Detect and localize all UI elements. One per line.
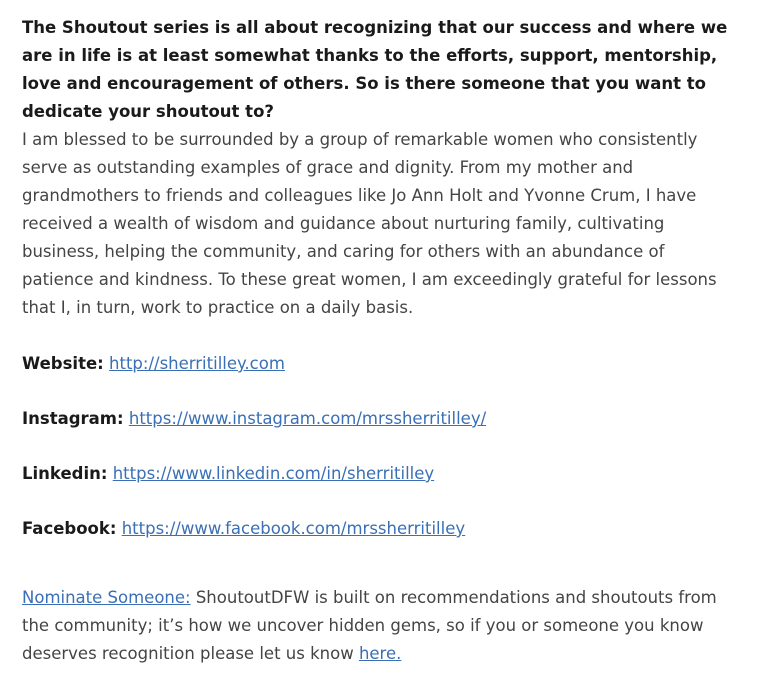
linkedin-label: Linkedin: xyxy=(22,464,108,483)
facebook-line xyxy=(22,515,738,543)
instagram-label: Instagram: xyxy=(22,409,124,428)
facebook-label: Facebook: xyxy=(22,519,117,538)
linkedin-link[interactable]: https://www.linkedin.com/in/sherritilley xyxy=(112,464,435,483)
linkedin-line xyxy=(22,460,738,488)
interview-question: The Shoutout series is all about recognizing that our success and where we are in life is at least somewhat thanks to the efforts, support, mentorship, love and encouragement of others. So is there someone that you want to dedicate your shoutout to? xyxy=(22,18,728,121)
website-label: Website: xyxy=(22,354,104,373)
interview-answer: I am blessed to be surrounded by a group of remarkable women who consistently serve as outstanding examples of grace and dignity. From my mother and grandmothers to friends and colleagues like Jo Ann Holt and Yvonne Crum, I have received a wealth of wisdom and guidance about nurturing family, cultivating business, helping the community, and caring for others with an abundance of patience and kindness. To these great women, I am exceedingly grateful for lessons that I, in turn, work to practice on a daily basis. xyxy=(22,130,717,317)
website-line xyxy=(22,350,738,378)
facebook-link[interactable]: https://www.facebook.com/mrssherritilley xyxy=(121,519,466,538)
nominate-paragraph xyxy=(22,584,738,668)
nominate-text: ShoutoutDFW is built on recommendations and shoutouts from the community; it’s how we uncover hidden gems, so if you or someone you know deserves recognition please let us know xyxy=(22,588,717,663)
nominate-someone-link[interactable]: Nominate Someone: xyxy=(22,588,191,607)
website-link[interactable]: http://sherritilley.com xyxy=(109,354,285,373)
instagram-line xyxy=(22,405,738,433)
nominate-here-link[interactable]: here. xyxy=(358,644,402,663)
instagram-link[interactable]: https://www.instagram.com/mrssherritilley/ xyxy=(128,409,487,428)
